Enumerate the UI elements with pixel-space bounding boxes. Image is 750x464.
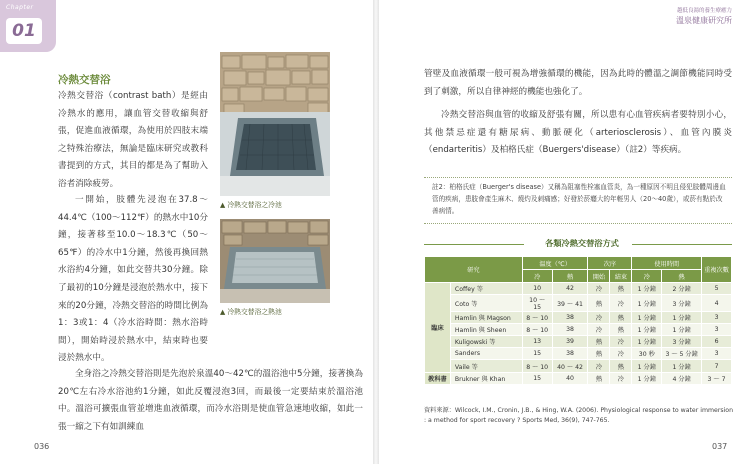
cell-cold: 8 ～ 10 (522, 312, 552, 324)
hot-pool-photo (220, 219, 330, 303)
paragraph-text: 管壁及血液循環一般可視為增強循環的機能，因為此時的體溫之調節機能同時受到了刺激，所以自律神經的機能也強化了。 (424, 69, 732, 97)
section-title: 冷熱交替浴 (58, 74, 111, 86)
cell-cold: 8 ～ 10 (522, 360, 552, 372)
table-row (425, 283, 732, 295)
cell-thot: 3 ～ 5 分鐘 (662, 348, 702, 360)
cell-hot: 40 (552, 372, 588, 384)
hot-pool-image (220, 219, 330, 303)
cell-end: 熱 (610, 360, 632, 372)
source-citation: 資料來源：Wilcock, I.M., Cronin, J.B., & Hing, W.A. (2006). Physiological response to water immersion : a method for sport recovery ? Sports Med, 36(9), 747-765. (424, 407, 734, 424)
subheader-cold: 冷 (522, 270, 552, 283)
right-paragraph-1 (424, 66, 732, 101)
cell-study: Brukner 與 Khan (450, 372, 522, 384)
cell-start: 冷 (588, 312, 610, 324)
cell-rep: 3 (702, 348, 732, 360)
cell-cold: 13 (522, 336, 552, 348)
page-number-right: 037 (712, 442, 728, 451)
cell-rep: 6 (702, 336, 732, 348)
title-rule-left (424, 244, 524, 245)
table-row (425, 295, 732, 312)
cell-hot: 39 ～ 41 (552, 295, 588, 312)
cell-tcold: 30 秒 (632, 348, 662, 360)
table-body (425, 283, 732, 385)
cell-end: 熱 (610, 283, 632, 295)
cell-tcold: 1 分鐘 (632, 360, 662, 372)
table-title-bar (424, 238, 732, 250)
cell-cold: 10 ～ 15 (522, 295, 552, 312)
cell-study: Coto 等 (450, 295, 522, 312)
right-paragraph-2 (424, 107, 732, 160)
cell-rep: 3 (702, 324, 732, 336)
cell-start: 冷 (588, 324, 610, 336)
cell-tcold: 1 分鐘 (632, 372, 662, 384)
cell-hot: 39 (552, 336, 588, 348)
cell-study: Vaile 等 (450, 360, 522, 372)
caption-text: 冷熱交替浴之冷池 (227, 201, 282, 209)
subheader-end: 結束 (610, 270, 632, 283)
cell-cold: 10 (522, 283, 552, 295)
paragraph-text: 冷熱交替浴與血管的收縮及舒張有關，所以患有心血管疾病者要特別小心，其他禁忌症還有糖尿病、動脈硬化（arteriosclerosis）、血管內膜炎（endarteritis）及柏格氏症（Buergers'disease）（註2）等疾病。 (424, 110, 732, 156)
cell-rep: 7 (702, 360, 732, 372)
table-row (425, 372, 732, 384)
cell-study: Hamlin 與 Sheen (450, 324, 522, 336)
cell-end: 冷 (610, 348, 632, 360)
cell-tcold: 1 分鐘 (632, 336, 662, 348)
category-cell: 臨床 (425, 283, 451, 373)
cell-cold: 15 (522, 348, 552, 360)
table-title: 各類冷熱交替浴方式 (545, 238, 619, 248)
cell-start: 冷 (588, 360, 610, 372)
left-paragraph-1 (58, 88, 208, 194)
header-research: 研究 (425, 257, 523, 283)
cell-thot: 1 分鐘 (662, 312, 702, 324)
cell-tcold: 1 分鐘 (632, 295, 662, 312)
header-temperature: 溫度（℃） (522, 257, 588, 270)
cell-hot: 40 ～ 42 (552, 360, 588, 372)
cell-thot: 2 分鐘 (662, 283, 702, 295)
cell-hot: 38 (552, 348, 588, 360)
subheader-start: 開始 (588, 270, 610, 283)
header-repeat: 重複次數 (702, 257, 732, 283)
chapter-number: 01 (6, 18, 42, 44)
page-number-left: 036 (34, 442, 50, 451)
header-title: 溫泉健康研究所 (676, 16, 732, 25)
cell-end: 冷 (610, 295, 632, 312)
cell-end: 熱 (610, 324, 632, 336)
running-header (676, 6, 732, 26)
cell-study: Sanders (450, 348, 522, 360)
caption-cold-pool: ▲ 冷熱交替浴之冷池 (220, 201, 282, 209)
cell-study: Coffey 等 (450, 283, 522, 295)
cell-start: 熱 (588, 348, 610, 360)
chapter-tab (0, 0, 56, 52)
table-row (425, 312, 732, 324)
cell-rep: 4 (702, 295, 732, 312)
header-duration: 使用時間 (632, 257, 702, 270)
header-subtitle: 越低良湯的養生療癒力 (676, 8, 732, 14)
cell-thot: 1 分鐘 (662, 324, 702, 336)
chapter-word: Chapter (6, 4, 34, 11)
cell-thot: 3 分鐘 (662, 295, 702, 312)
subheader-cold-time: 冷 (632, 270, 662, 283)
cell-end: 熱 (610, 312, 632, 324)
cell-tcold: 1 分鐘 (632, 324, 662, 336)
cell-cold: 8 ～ 10 (522, 324, 552, 336)
cell-start: 熱 (588, 336, 610, 348)
cell-end: 冷 (610, 336, 632, 348)
cold-pool-image (220, 52, 330, 196)
cold-pool-photo (220, 52, 330, 196)
cell-thot: 3 分鐘 (662, 336, 702, 348)
cell-rep: 3 ～ 7 (702, 372, 732, 384)
table-row (425, 348, 732, 360)
cell-thot: 4 分鐘 (662, 372, 702, 384)
cell-study: Kuligowski 等 (450, 336, 522, 348)
subheader-hot: 熱 (552, 270, 588, 283)
book-gutter (373, 0, 379, 464)
paragraph-text: 全身浴之冷熱交替浴則是先泡於泉溫40～42℃的溫浴池中5分鐘，接著換為20℃左右冷水浴池約1分鐘，如此反覆浸泡3回，而最後一定要結束於溫浴池中。溫浴可擴張血管並增進血液循環，而冷水浴則是使血管急速地收縮，如此一張一縮之下有如訓練血 (58, 369, 363, 432)
title-rule-right (632, 244, 732, 245)
methods-table (424, 256, 732, 385)
header-order: 次序 (588, 257, 632, 270)
left-paragraph-2 (58, 192, 208, 368)
cell-start: 冷 (588, 283, 610, 295)
caption-hot-pool: ▲ 冷熱交替浴之熱池 (220, 308, 282, 316)
cell-end: 冷 (610, 372, 632, 384)
cell-study: Hamlin 與 Magson (450, 312, 522, 324)
table-row (425, 324, 732, 336)
table-row (425, 336, 732, 348)
footnote: 註2：柏格氏症（Buerger's disease）又稱為阻塞性栓塞血管炎，為一種原因不明且侵犯肢體周邊血管的疾病，患肢會產生麻木、燒灼及刺痛感；好發於菸癮大的年輕男人（20～40歲），或菸有點於改善病情。 (432, 183, 726, 215)
cell-hot: 38 (552, 324, 588, 336)
category-cell: 教科書 (425, 372, 451, 384)
left-paragraph-3 (58, 366, 363, 436)
cell-tcold: 1 分鐘 (632, 312, 662, 324)
cell-hot: 38 (552, 312, 588, 324)
table-row (425, 360, 732, 372)
cell-cold: 15 (522, 372, 552, 384)
cell-thot: 1 分鐘 (662, 360, 702, 372)
subheader-hot-time: 熱 (662, 270, 702, 283)
caption-text: 冷熱交替浴之熱池 (227, 308, 282, 316)
cell-start: 熱 (588, 295, 610, 312)
paragraph-text: 一開始，肢體先浸泡在37.8～44.4℃（100～112℉）的熱水中10分鐘，接著移至10.0～18.3℃（50～65℉）的冷水中1分鐘，然後再換回熱水浴約4分鐘，如此交替共30分鐘。除了最初的10分鐘是浸泡於熱水中，接下來的20分鐘，冷熱交替浴的時間比例為1：3或1：4（冷水浴時間：熱水浴時間），開始時浸於熱水中，結束時也要浸於熱水中。 (58, 195, 208, 364)
paragraph-text: 冷熱交替浴（contrast bath）是經由冷熱水的應用，讓血管交替收縮與舒張，促進血液循環，為使用於四肢末端之特殊治療法，無論是臨床研究或教科書提到的方式，其目的都是為了幫助入浴者消除疲勞。 (58, 91, 208, 189)
cell-rep: 3 (702, 312, 732, 324)
cell-start: 熱 (588, 372, 610, 384)
cell-hot: 42 (552, 283, 588, 295)
cell-tcold: 1 分鐘 (632, 283, 662, 295)
cell-rep: 5 (702, 283, 732, 295)
